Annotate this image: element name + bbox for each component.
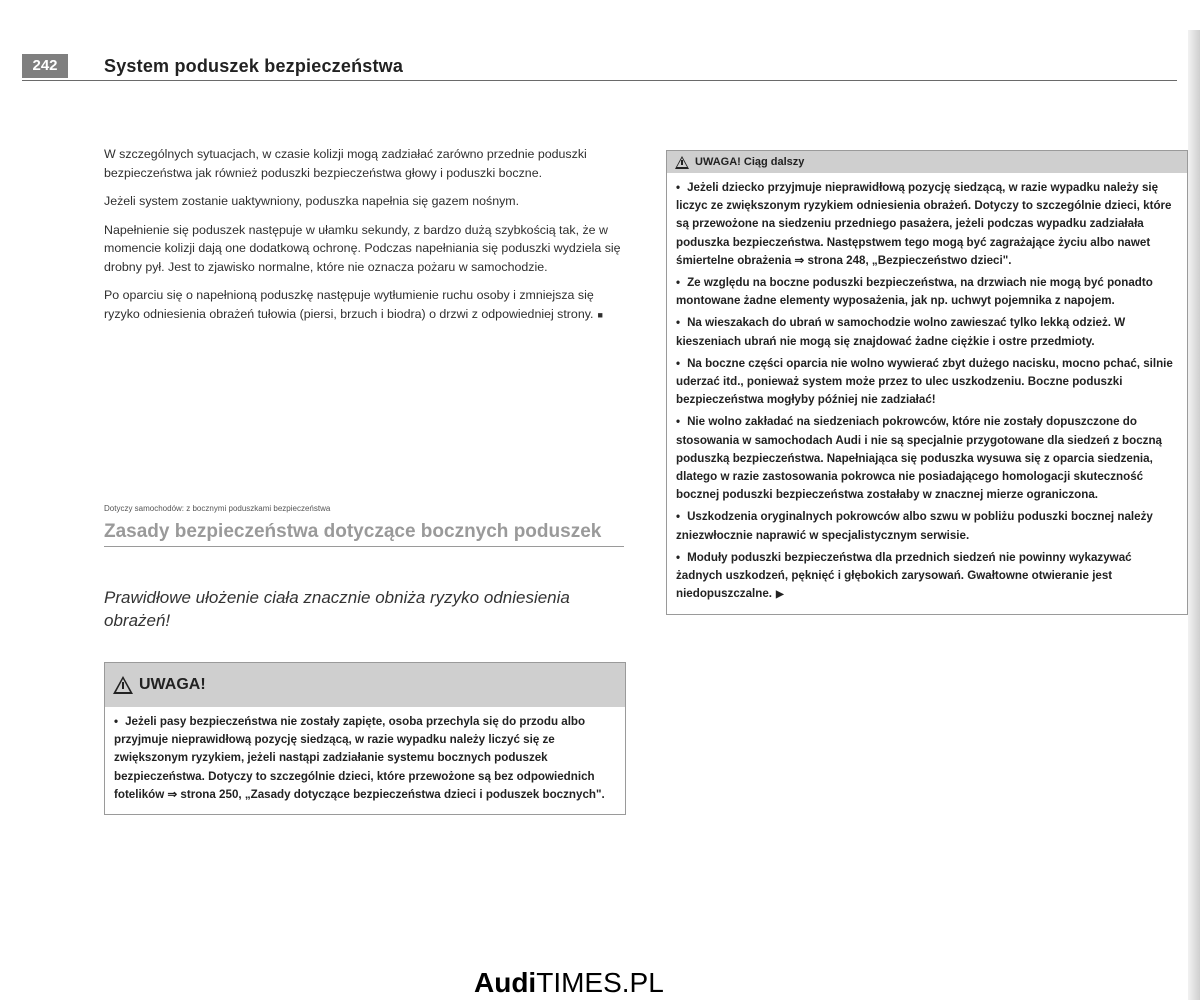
warning-item: • Jeżeli dziecko przyjmuje nieprawidłową pozycję siedzącą, w razie wypadku należy się liczyc ze zwiększonym ryzykiem odniesienia obrażeń. Dotyczy to szczególnie dzieci, które są przewożone na siedzeniu przedniego pasażera, jeżeli podczas wypadku zadziałała poduszka bezpieczeństwa. Następstwem tego mogą być zagrażające życiu albo nawet śmiertelne obrażenia ⇒ strona 248, „Bezpieczeństwo dzieci".	[676, 179, 1178, 270]
paragraph: W szczególnych sytuacjach, w czasie kolizji mogą zadziałać zarówno przednie poduszki bezpieczeństwa jak również poduszki bezpieczeństwa głowy i poduszki boczne.	[104, 147, 587, 180]
paragraph: Jeżeli system zostanie uaktywniony, poduszka napełnia się gazem nośnym.	[104, 194, 520, 208]
warning-box-right	[666, 150, 1188, 615]
warning-triangle-icon	[113, 676, 133, 694]
paragraph-last	[104, 286, 624, 324]
end-mark: ■	[597, 309, 603, 320]
page-title: System poduszek bezpieczeństwa	[104, 56, 404, 76]
warning-item: • Nie wolno zakładać na siedzeniach pokrowców, które nie zostały dopuszczone do stosowania w samochodach Audi i nie są specjalnie przygotowane dla siedzeń z boczną poduszką bezpieczeństwa. Napełniająca się poduszka wysuwa się z oparcia siedzenia, dlatego w razie zastosowania pokrowca nie posiadającego homologacji skuteczność bocznej poduszki bezpieczeństwa zostałaby w znacznej mierze ograniczona.	[676, 413, 1178, 504]
footer-logo	[474, 966, 664, 1000]
continue-arrow-icon: ▶	[776, 589, 784, 601]
warning-item: • Ze względu na boczne poduszki bezpieczeństwa, na drzwiach nie mogą być ponadto montowane żadne elementy wyposażenia, jak np. uchwyt pojemnika z napojem.	[676, 274, 1178, 310]
warning-box-left	[104, 662, 626, 815]
warning-item: • Uszkodzenia oryginalnych pokrowców albo szwu w pobliżu poduszki bocznej należy zniezwłocznie naprawić w specjalistycznym serwisie.	[676, 508, 1178, 544]
warning-header	[105, 663, 625, 707]
paragraph: Napełnienie się poduszek następuje w ułamku sekundy, z bardzo dużą szybkością tak, że w momencie kolizji dają one dodatkową ochronę. Podczas napełniania się poduszki wydziela się drobny pył. Jest to zjawisko normalne, które nie oznacza pożaru w samochodzie.	[104, 222, 621, 274]
page-header	[22, 54, 1177, 81]
page-number: 242	[22, 54, 68, 78]
warning-item-text: Moduły poduszki bezpieczeństwa dla przednich siedzeń nie powinny wykazywać żadnych uszkodzeń, pęknięć i głębokich zarysowań. Gwałtowne otwieranie jest niedopuszczalne.	[676, 550, 1132, 601]
section-intro: Prawidłowe ułożenie ciała znacznie obniża ryzyko odniesienia obrażeń!	[104, 588, 570, 630]
left-column	[104, 145, 624, 334]
warning-label: UWAGA! Ciąg dalszy	[695, 156, 805, 168]
warning-header	[667, 151, 1187, 173]
warning-item: • Na wieszakach do ubrań w samochodzie wolno zawieszać tylko lekką odzież. W kieszeniach ubrań nie mogą się znajdować żadne ciężkie i ostre przedmioty.	[676, 314, 1178, 350]
footer-brand: Audi	[474, 967, 537, 998]
warning-item: • Jeżeli pasy bezpieczeństwa nie zostały zapięte, osoba przechyla się do przodu albo przyjmuje nieprawidłową pozycję siedzącą, w razie wypadku należy liczyć się ze zwiększonym ryzykiem, jeżeli nastąpi zadziałanie systemu bocznych poduszek bezpieczeństwa. Dotyczy to szczególnie dzieci, które przewożone są bez odpowiednich fotelików ⇒ strona 250, „Zasady dotyczące bezpieczeństwa dzieci i poduszek bocznych".	[114, 713, 616, 804]
section-applicability: Dotyczy samochodów: z bocznymi poduszkami bezpieczeństwa	[104, 504, 331, 513]
warning-item-last	[676, 549, 1178, 605]
warning-label: UWAGA!	[139, 676, 206, 693]
warning-list	[667, 173, 1187, 614]
footer-brand-rest: TIMES.PL	[536, 967, 664, 998]
page-edge-shadow	[1188, 30, 1200, 1000]
warning-item: • Na boczne części oparcia nie wolno wywierać zbyt dużego nacisku, mocno pchać, silnie uderzać itd., ponieważ system może przez to ulec uszkodzeniu. Boczne poduszki bezpieczeństwa mogłyby później nie zadziałać!	[676, 355, 1178, 410]
section-heading: Zasady bezpieczeństwa dotyczące bocznych poduszek	[104, 520, 624, 547]
warning-triangle-icon	[675, 156, 689, 169]
warning-list	[105, 707, 625, 814]
paragraph-text: Po oparciu się o napełnioną poduszkę następuje wytłumienie ruchu osoby i zmniejsza się ryzyko odniesienia obrażeń tułowia (piersi, brzuch i biodra) o drzwi z odpowiedniej strony.	[104, 288, 594, 321]
